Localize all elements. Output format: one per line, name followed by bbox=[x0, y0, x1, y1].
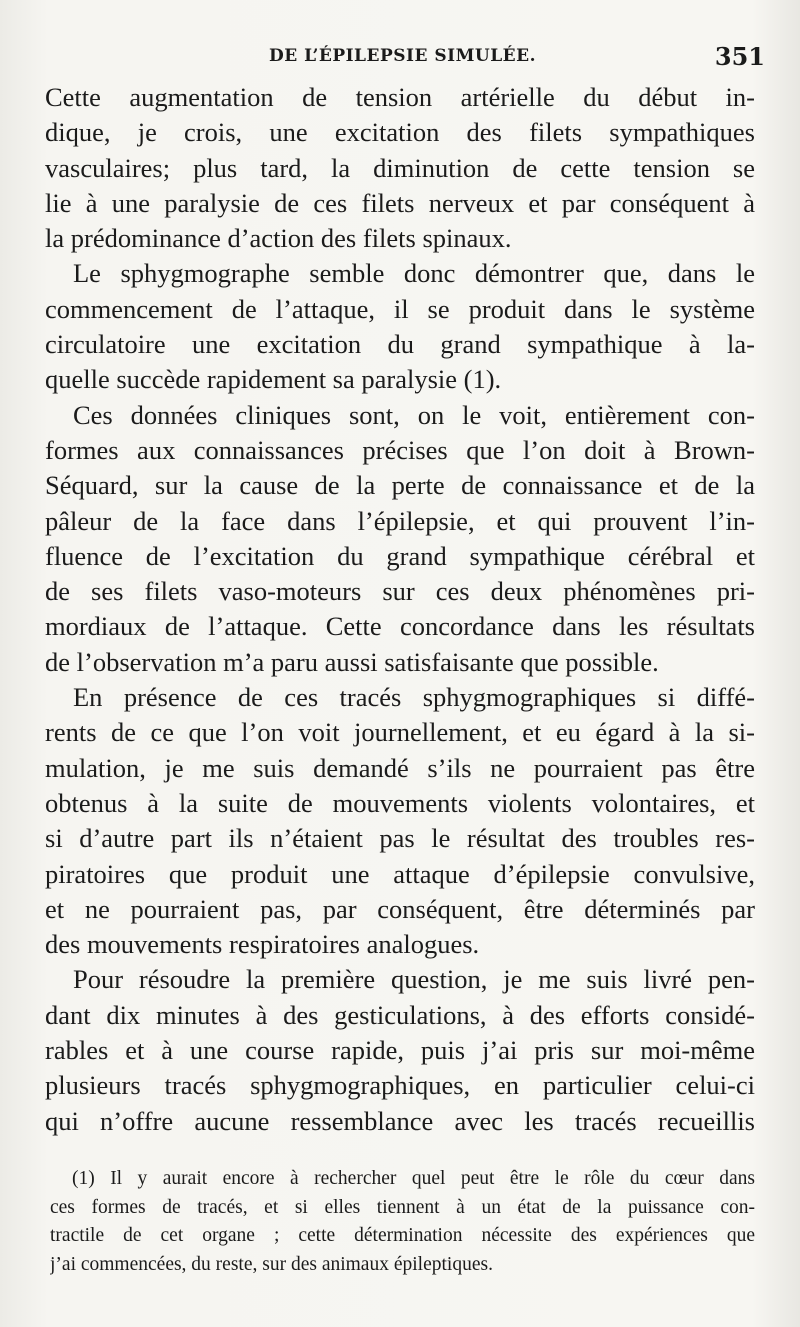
footnote-line: tractile de cet organe ; cette détermination nécessite des expériences que bbox=[50, 1225, 755, 1246]
text-line: de l’observation m’a paru aussi satisfaisante que possible. bbox=[45, 646, 659, 677]
text-line: vasculaires; plus tard, la diminution de cette tension se bbox=[45, 152, 755, 183]
running-head: DE L’ÉPILEPSIE SIMULÉE. bbox=[268, 46, 537, 66]
paragraph-start-line: Le sphygmographe semble donc démontrer que, dans le bbox=[73, 258, 755, 289]
text-line: des mouvements respiratoires analogues. bbox=[45, 929, 480, 960]
text-line: qui n’offre aucune ressemblance avec les tracés recueillis bbox=[45, 1105, 755, 1136]
text-line: la prédominance d’action des filets spinaux. bbox=[45, 223, 512, 254]
text-line: Cette augmentation de tension artérielle du début in- bbox=[45, 82, 755, 112]
text-line: fluence de l’excitation du grand sympathique cérébral et bbox=[45, 540, 755, 571]
text-line: obtenus à la suite de mouvements violents volontaires, et bbox=[45, 787, 755, 818]
paragraph-start-line: Pour résoudre la première question, je me suis livré pen- bbox=[73, 964, 755, 995]
text-line: dique, je crois, une excitation des filets sympathiques bbox=[45, 117, 755, 148]
text-line: rents de ce que l’on voit journellement, et eu égard à la si- bbox=[45, 717, 755, 748]
text-line: commencement de l’attaque, il se produit dans le système bbox=[45, 293, 755, 324]
text-line: mordiaux de l’attaque. Cette concordance dans les résultats bbox=[45, 611, 755, 642]
text-line: circulatoire une excitation du grand sympathique à la- bbox=[45, 329, 755, 360]
text-line: Séquard, sur la cause de la perte de connaissance et de la bbox=[45, 470, 755, 501]
body-text bbox=[45, 80, 755, 1139]
text-line: rables et à une course rapide, puis j’ai pris sur moi-même bbox=[45, 1035, 755, 1066]
text-line: si d’autre part ils n’étaient pas le résultat des troubles res- bbox=[45, 823, 755, 854]
text-line: de ses filets vaso-moteurs sur ces deux phénomènes pri- bbox=[45, 576, 755, 607]
text-line: dant dix minutes à des gesticulations, à des efforts considé- bbox=[45, 999, 755, 1030]
footnote-line: j’ai commencées, du reste, sur des animaux épileptiques. bbox=[50, 1253, 493, 1275]
footnote bbox=[50, 1165, 755, 1279]
paragraph-start-line: En présence de ces tracés sphygmographiques si diffé- bbox=[73, 682, 755, 713]
text-line: plusieurs tracés sphygmographiques, en particulier celui-ci bbox=[45, 1070, 755, 1101]
footnote-line: ces formes de tracés, et si elles tiennent à un état de la puissance con- bbox=[50, 1196, 755, 1218]
page-number: 351 bbox=[714, 42, 765, 71]
text-line: lie à une paralysie de ces filets nerveux et par conséquent à bbox=[45, 187, 755, 218]
page-header bbox=[40, 42, 765, 76]
text-line: formes aux connaissances précises que l’on doit à Brown- bbox=[45, 434, 755, 465]
text-line: mulation, je me suis demandé s’ils ne pourraient pas être bbox=[45, 752, 755, 783]
text-line: pâleur de la face dans l’épilepsie, et qui prouvent l’in- bbox=[45, 505, 755, 536]
text-line: quelle succède rapidement sa paralysie (1). bbox=[45, 364, 502, 395]
text-line: et ne pourraient pas, par conséquent, être déterminés par bbox=[45, 893, 755, 924]
paragraph-start-line: Ces données cliniques sont, on le voit, entièrement con- bbox=[73, 399, 755, 430]
text-line: piratoires que produit une attaque d’épilepsie convulsive, bbox=[45, 858, 755, 889]
footnote-line: (1) Il y aurait encore à rechercher quel peut être le rôle du cœur dans bbox=[72, 1168, 755, 1189]
